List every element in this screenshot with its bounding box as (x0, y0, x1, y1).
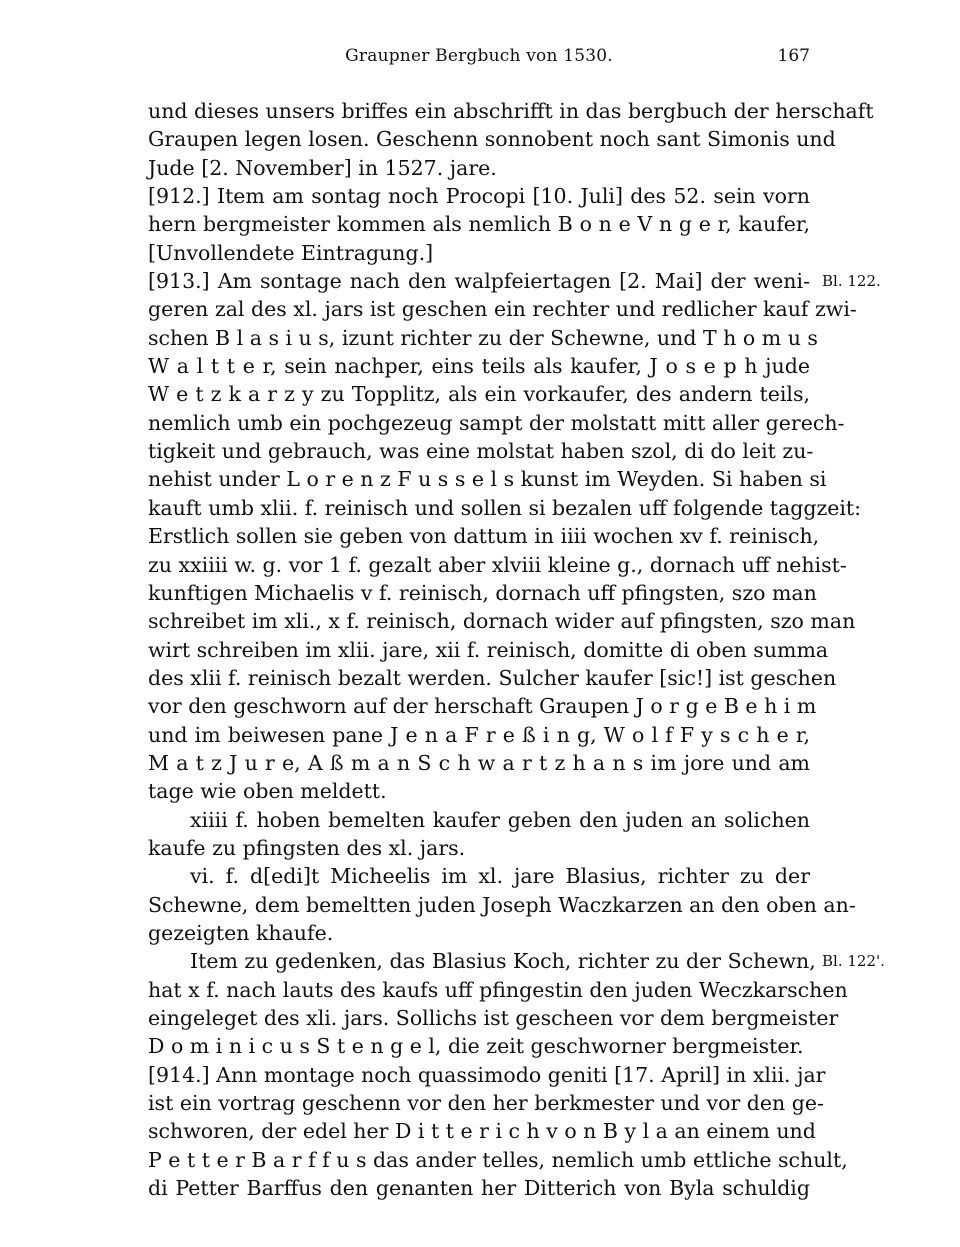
text-line (148, 352, 810, 380)
text-line-content: kunftigen Michaelis v f. reinisch, dornach uff pfingsten, szo man (148, 580, 817, 605)
text-line (148, 1117, 816, 1145)
text-line (148, 1032, 810, 1060)
text-line (148, 834, 810, 862)
text-line-content: nemlich umb ein pochgezeug sampt der molstatt mitt aller gerech- (148, 410, 845, 435)
text-line (148, 409, 845, 437)
text-line-content: Graupen legen losen. Geschenn sonnobent noch sant Simonis und (148, 127, 836, 152)
text-line (148, 494, 862, 522)
text-line-content: tage wie oben meldett. (148, 779, 387, 804)
text-line (148, 664, 837, 692)
text-line-content: Jude [2. November] in 1527. jare. (148, 155, 497, 180)
text-line (148, 749, 810, 777)
text-line-content: ist ein vortrag geschenn vor den her berkmester und vor den ge- (148, 1091, 824, 1116)
text-line-content: Erstlich sollen sie geben von dattum in iiii wochen xv f. reinisch, (148, 524, 820, 549)
text-line (148, 721, 810, 749)
text-line (148, 97, 874, 125)
text-line (148, 976, 848, 1004)
text-line-content: und im beiwesen pane J e n a F r e ß i n g, W o l f F y s c h e r, (148, 722, 810, 747)
text-line (148, 777, 810, 805)
text-line-content: schreibet im xli., x f. reinisch, dornach wider auf pfingsten, szo man (148, 609, 856, 634)
text-line (148, 1146, 848, 1174)
text-line (148, 551, 847, 579)
text-line (148, 692, 817, 720)
text-line (148, 806, 810, 834)
text-line-content: gezeigten khaufe. (148, 920, 334, 945)
text-line (148, 1174, 810, 1202)
text-line-content: nehist under L o r e n z F u s s e l s kunst im Weyden. Si haben si (148, 467, 827, 492)
text-line (148, 182, 810, 210)
text-line-content: P e t t e r B a r f f u s das ander telles, nemlich umb ettliche schult, (148, 1147, 848, 1172)
text-line (148, 154, 810, 182)
text-line-content: schworen, der edel her D i t t e r i c h v o n B y l a an einem und (148, 1119, 816, 1144)
text-line-content: hern bergmeister kommen als nemlich B o n e V n g e r, kaufer, (148, 212, 810, 237)
text-line-content: W e t z k a r z y zu Topplitz, als ein vorkaufer, des andern teils, (148, 382, 810, 407)
text-line-content: W a l t t e r, sein nachper, eins teils als kaufer, J o s e p h jude (148, 354, 810, 379)
page-number: 167 (777, 46, 810, 66)
text-line (148, 919, 810, 947)
text-line-content: vor den geschworn auf der herschaft Graupen J o r g e B e h i m (148, 694, 817, 719)
text-line (148, 947, 885, 975)
text-line-content: [913.] Am sontage nach den walpfeiertagen [2. Mai] der weni- (148, 269, 810, 294)
text-line (148, 267, 881, 295)
text-line (148, 1061, 826, 1089)
text-line-content: Item zu gedenken, das Blasius Koch, richter zu der Schewn, (190, 949, 816, 974)
text-line (148, 437, 814, 465)
text-line (148, 465, 827, 493)
text-line (148, 295, 857, 323)
text-line (148, 324, 818, 352)
text-line-content: tigkeit und gebrauch, was eine molstat haben szol, di do leit zu- (148, 439, 814, 464)
text-line-content: [Unvollendete Eintragung.] (148, 240, 434, 265)
margin-folio-note: Bl. 122'. (822, 952, 885, 971)
text-line-content: schen B l a s i u s, izunt richter zu der Schewne, und T h o m u s (148, 325, 818, 350)
text-line-content: wirt schreiben im xlii. jare, xii f. reinisch, domitte di oben summa (148, 637, 829, 662)
text-line (148, 579, 817, 607)
text-line-content: D o m i n i c u s S t e n g e l, die zeit geschworner bergmeister. (148, 1034, 804, 1059)
text-line-content: Schewne, dem bemeltten juden Joseph Waczkarzen an den oben an- (148, 892, 856, 917)
text-line (148, 380, 810, 408)
text-line-content: kauft umb xlii. f. reinisch und sollen si bezalen uff folgende taggzeit: (148, 495, 862, 520)
text-line-content: geren zal des xl. jars ist geschen ein rechter und redlicher kauf zwi- (148, 297, 857, 322)
text-line-content: di Petter Barffus den genanten her Ditterich von Byla schuldig (148, 1176, 810, 1201)
text-line (148, 1004, 839, 1032)
text-line (148, 239, 810, 267)
text-line-content: und dieses unsers briffes ein abschrifft in das bergbuch der herschaft (148, 99, 874, 123)
text-line-content: eingeleget des xli. jars. Sollichs ist gescheen vor dem bergmeister (148, 1006, 839, 1030)
text-line (148, 636, 829, 664)
text-line-content: [912.] Item am sontag noch Procopi [10. Juli] des 52. sein vorn (148, 184, 810, 209)
text-line (148, 891, 856, 919)
margin-folio-note: Bl. 122. (822, 272, 881, 291)
text-line (148, 1089, 824, 1117)
text-line-content: zu xxiiii w. g. vor 1 f. gezalt aber xlviii kleine g., dornach uff nehist- (148, 552, 847, 577)
text-line-content: [914.] Ann montage noch quassimodo geniti [17. April] in xlii. jar (148, 1062, 826, 1087)
text-line (148, 862, 810, 890)
text-line (148, 522, 820, 550)
text-line-content: kaufe zu pfingsten des xl. jars. (148, 835, 466, 860)
running-head (148, 46, 810, 70)
text-line-content: vi. f. d[edi]t Micheelis im xl. jare Blasius, richter zu der (190, 864, 810, 889)
text-line-content: M a t z J u r e, A ß m a n S c h w a r t z h a n s im jore und am (148, 750, 810, 775)
text-line-content: des xlii f. reinisch bezalt werden. Sulcher kaufer [sic!] ist geschen (148, 665, 837, 690)
text-line-content: hat x f. nach lauts des kaufs uff pfingestin den juden Weczkarschen (148, 977, 848, 1002)
text-line (148, 210, 810, 238)
text-line (148, 125, 836, 153)
text-line-content: xiiii f. hoben bemelten kaufer geben den juden an solichen (190, 807, 810, 832)
body-text (148, 97, 885, 1202)
text-line (148, 607, 856, 635)
running-head-title: Graupner Bergbuch von 1530. (345, 46, 613, 66)
